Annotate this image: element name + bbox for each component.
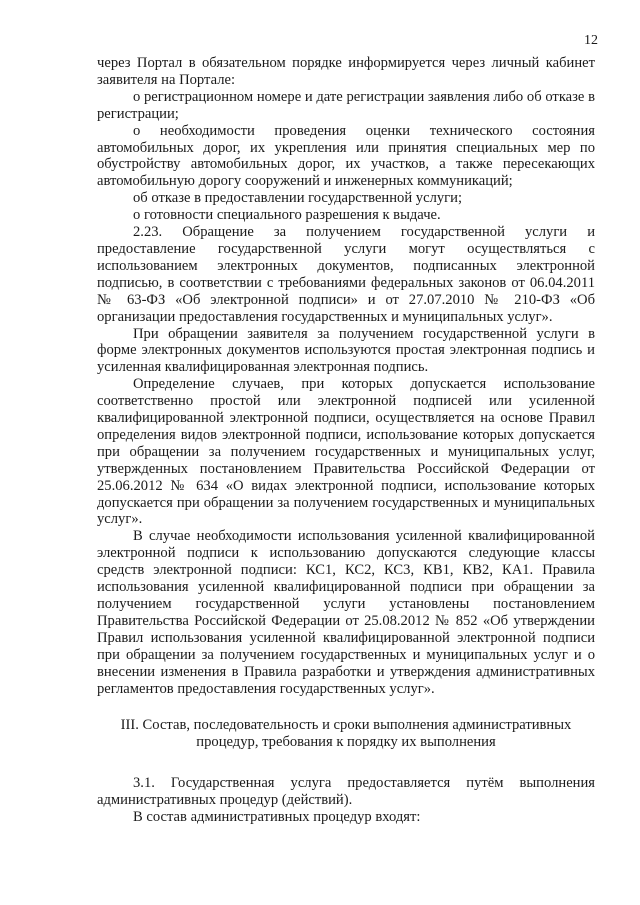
paragraph: через Портал в обязательном порядке информируется через личный кабинет заявителя на Портале:	[97, 55, 595, 88]
paragraph: о готовности специального разрешения к выдаче.	[133, 207, 441, 224]
section-heading-line-1: III. Состав, последовательность и сроки выполнения административных	[120, 717, 572, 734]
paragraphs-top	[97, 55, 595, 697]
paragraph: об отказе в предоставлении государственной услуги;	[133, 190, 463, 207]
paragraph: 2.23. Обращение за получением государственной услуги и предоставление государственной услуги могут осуществляться с использованием электронных документов, подписанных электронной подписью, в соответствии с требованиями федеральных законов от 06.04.2011 № 63-ФЗ «Об электронной подписи» и от 27.07.2010 № 210-ФЗ «Об организации предоставления государственных и муниципальных услуг».	[97, 224, 595, 325]
section-heading	[97, 717, 595, 751]
paragraph: В случае необходимости использования усиленной квалифицированной электронной подписи к использованию допускаются следующие классы средств электронной подписи: КС1, КС2, КС3, КВ1, КВ2, КА1. Правила использования усиленной квалифицированной подписи при обращении за получением государственной услуги установлены постановлением Правительства Российской Федерации от 25.08.2012 № 852 «Об утверждении Правил использования усиленной квалифицированной электронной подписи при обращении за получением государственных и муниципальных услуг и о внесении изменения в Правила разработки и утверждения административных регламентов предоставления государственных услуг».	[97, 528, 595, 697]
paragraph: Определение случаев, при которых допускается использование соответственно простой или электронной подписей или усиленной квалифицированной электронной подписи, осуществляется на основе Правил определения видов электронной подписи, использование которых допускается при обращении за получением государственных и муниципальных услуг, утвержденных постановлением Правительства Российской Федерации от 25.06.2012 № 634 «О видах электронной подписи, использование которых допускается при обращении за получением государственных и муниципальных услуг».	[97, 376, 595, 528]
paragraph: В состав административных процедур входят:	[133, 809, 421, 826]
paragraph: о необходимости проведения оценки технического состояния автомобильных дорог, их укрепления или принятия специальных мер по обустройству автомобильных дорог, их участков, а также пересекающих автомобильную дорогу сооружений и инженерных коммуникаций;	[97, 122, 595, 190]
document-body	[97, 55, 595, 826]
paragraph: 3.1. Государственная услуга предоставляется путём выполнения административных процедур (действий).	[97, 775, 595, 809]
section-heading-line-2: процедур, требования к порядку их выполнения	[196, 734, 496, 751]
paragraphs-bottom	[97, 775, 595, 826]
paragraph: о регистрационном номере и дате регистрации заявления либо об отказе в регистрации;	[97, 88, 595, 122]
paragraph: При обращении заявителя за получением государственной услуги в форме электронных документов используются простая электронная подпись и усиленная квалифицированная электронная подпись.	[97, 325, 595, 376]
page-number: 12	[584, 33, 598, 48]
